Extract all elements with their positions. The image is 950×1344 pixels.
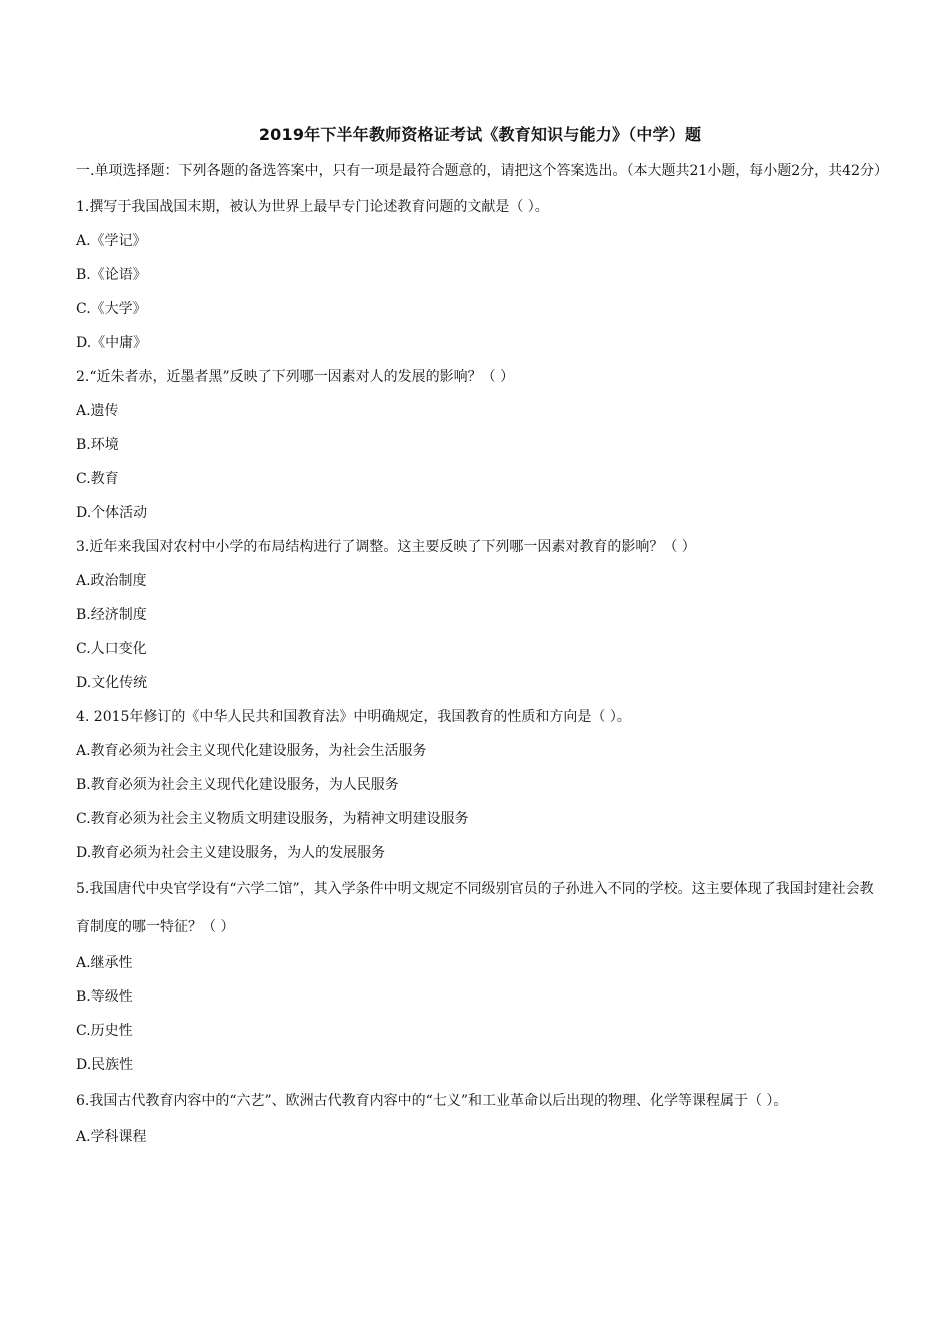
option-d: D.《中庸》	[76, 335, 148, 351]
option-b: B.环境	[76, 437, 119, 453]
question-3	[76, 530, 884, 700]
option-b: B.等级性	[76, 989, 133, 1005]
question-2	[76, 360, 884, 530]
question-stem: 4. 2015年修订的《中华人民共和国教育法》中明确规定，我国教育的性质和方向是（ ）。	[76, 709, 631, 725]
question-stem: 1.撰写于我国战国末期，被认为世界上最早专门论述教育问题的文献是（ ）。	[76, 199, 549, 215]
option-a: A.继承性	[76, 955, 133, 971]
option-b: B.《论语》	[76, 267, 147, 283]
option-a: A.《学记》	[76, 233, 147, 249]
option-c: C.《大学》	[76, 301, 147, 317]
question-stem: 2.“近朱者赤，近墨者黑”反映了下列哪一因素对人的发展的影响？（ ）	[76, 369, 515, 385]
option-a: A.遗传	[76, 403, 119, 419]
option-b: B.教育必须为社会主义现代化建设服务，为人民服务	[76, 777, 399, 793]
option-d: D.个体活动	[76, 505, 148, 521]
option-d: D.教育必须为社会主义建设服务，为人的发展服务	[76, 845, 386, 861]
option-c: C.历史性	[76, 1023, 133, 1039]
option-c: C.教育	[76, 471, 119, 487]
option-a: A.学科课程	[76, 1129, 147, 1145]
question-stem: 6.我国古代教育内容中的“六艺”、欧洲古代教育内容中的“七义”和工业革命以后出现的物理、化学等课程属于（ ）。	[76, 1093, 788, 1109]
option-d: D.民族性	[76, 1057, 134, 1073]
question-6	[76, 1082, 884, 1154]
question-4	[76, 700, 884, 870]
question-stem: 5.我国唐代中央官学设有“六学二馆”，其入学条件中明文规定不同级别官员的子孙进入不同的学校。这主要体现了我国封建社会教育制度的哪一特征？（ ）	[76, 881, 874, 935]
option-c: C.教育必须为社会主义物质文明建设服务，为精神文明建设服务	[76, 811, 469, 827]
question-5	[76, 870, 884, 1082]
document-title: 2019年下半年教师资格证考试《教育知识与能力》（中学）题	[258, 125, 702, 144]
option-c: C.人口变化	[76, 641, 147, 657]
option-a: A.政治制度	[76, 573, 147, 589]
option-d: D.文化传统	[76, 675, 148, 691]
section-intro: 一.单项选择题：下列各题的备选答案中，只有一项是最符合题意的，请把这个答案选出。（本大题共21小题，每小题2分，共42分）	[76, 163, 888, 179]
question-stem: 3.近年来我国对农村中小学的布局结构进行了调整。这主要反映了下列哪一因素对教育的影响？（ ）	[76, 539, 696, 555]
question-1	[76, 190, 884, 360]
option-a: A.教育必须为社会主义现代化建设服务，为社会生活服务	[76, 743, 427, 759]
option-b: B.经济制度	[76, 607, 147, 623]
document-page	[76, 118, 888, 1154]
